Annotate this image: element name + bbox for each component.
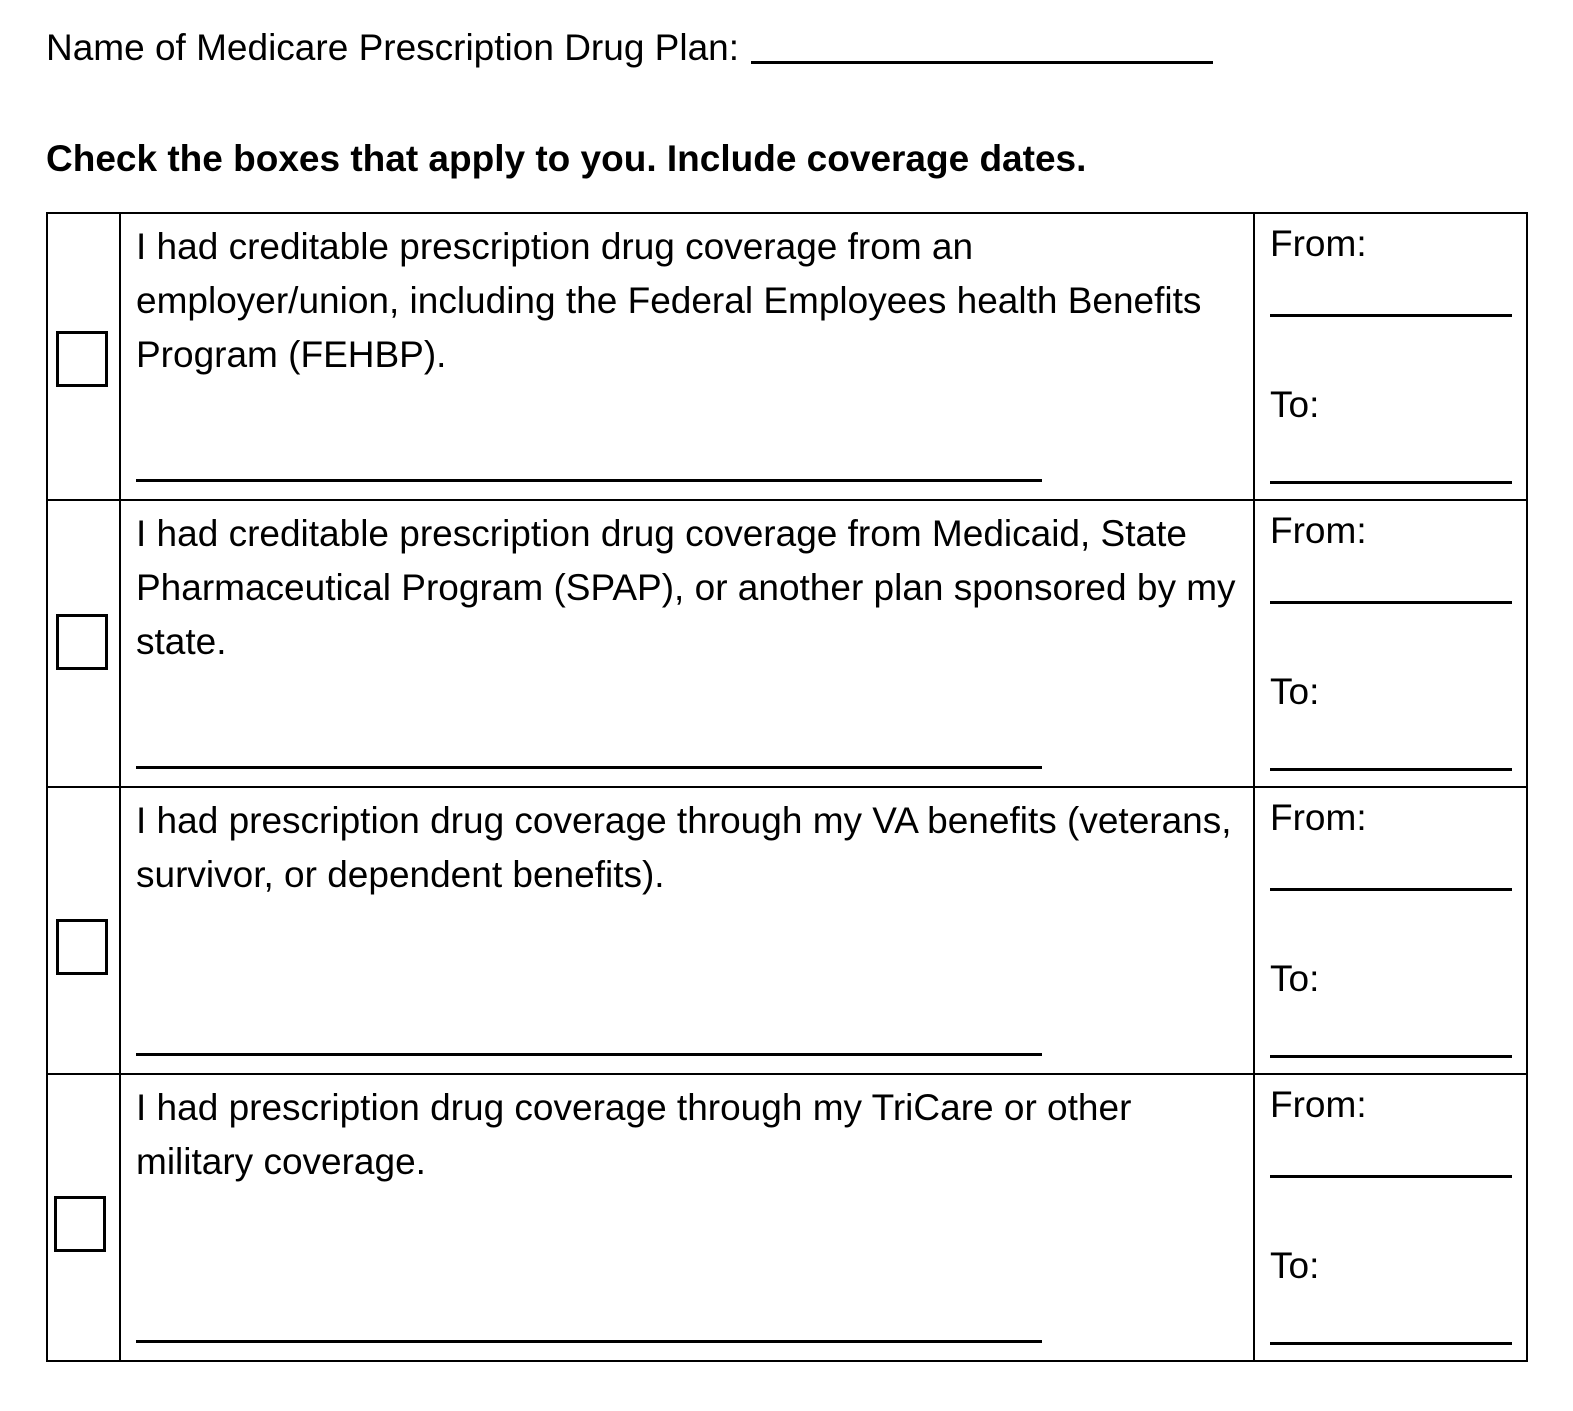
coverage-description: I had prescription drug coverage through my VA benefits (veterans, survivor, or dependent benefits). <box>136 800 1232 895</box>
to-date-field[interactable] <box>1270 481 1512 484</box>
checkbox-cell <box>47 213 120 500</box>
description-cell <box>120 1074 1254 1361</box>
checkbox-cell <box>47 500 120 787</box>
from-date-field[interactable] <box>1270 601 1512 604</box>
to-label: To: <box>1270 671 1320 712</box>
from-label: From: <box>1270 1084 1367 1125</box>
dates-cell <box>1254 213 1527 500</box>
dates-cell <box>1254 1074 1527 1361</box>
dates-cell <box>1254 787 1527 1074</box>
coverage-checkbox-employer[interactable] <box>56 331 108 387</box>
instruction-heading: Check the boxes that apply to you. Include coverage dates. <box>46 138 1087 179</box>
dates-cell <box>1254 500 1527 787</box>
details-field[interactable] <box>136 479 1042 482</box>
coverage-checkbox-state[interactable] <box>56 614 108 670</box>
from-date-field[interactable] <box>1270 888 1512 891</box>
coverage-description: I had prescription drug coverage through my TriCare or other military coverage. <box>136 1087 1132 1182</box>
plan-name-label: Name of Medicare Prescription Drug Plan: <box>46 27 740 68</box>
to-date-field[interactable] <box>1270 1055 1512 1058</box>
checkbox-cell <box>47 1074 120 1361</box>
to-label: To: <box>1270 1245 1320 1286</box>
plan-name-field[interactable] <box>751 25 1213 64</box>
coverage-table <box>46 212 1528 1362</box>
to-label: To: <box>1270 958 1320 999</box>
checkbox-cell <box>47 787 120 1074</box>
details-field[interactable] <box>136 1340 1042 1343</box>
from-date-field[interactable] <box>1270 314 1512 317</box>
details-field[interactable] <box>136 766 1042 769</box>
to-date-field[interactable] <box>1270 1342 1512 1345</box>
from-label: From: <box>1270 223 1367 264</box>
coverage-description: I had creditable prescription drug coverage from Medicaid, State Pharmaceutical Program (SPAP), or another plan sponsored by my state. <box>136 513 1236 662</box>
from-date-field[interactable] <box>1270 1175 1512 1178</box>
coverage-checkbox-va[interactable] <box>56 919 108 975</box>
details-field[interactable] <box>136 1053 1042 1056</box>
coverage-row-va <box>47 787 1527 1074</box>
from-label: From: <box>1270 510 1367 551</box>
description-cell <box>120 787 1254 1074</box>
description-cell <box>120 213 1254 500</box>
coverage-row-employer <box>47 213 1527 500</box>
coverage-row-military <box>47 1074 1527 1361</box>
to-date-field[interactable] <box>1270 768 1512 771</box>
description-cell <box>120 500 1254 787</box>
coverage-checkbox-military[interactable] <box>54 1196 106 1252</box>
coverage-row-state <box>47 500 1527 787</box>
coverage-description: I had creditable prescription drug coverage from an employer/union, including the Federal Employees health Benefits Program (FEHBP). <box>136 226 1202 375</box>
from-label: From: <box>1270 797 1367 838</box>
plan-name-row <box>46 18 1213 70</box>
to-label: To: <box>1270 384 1320 425</box>
